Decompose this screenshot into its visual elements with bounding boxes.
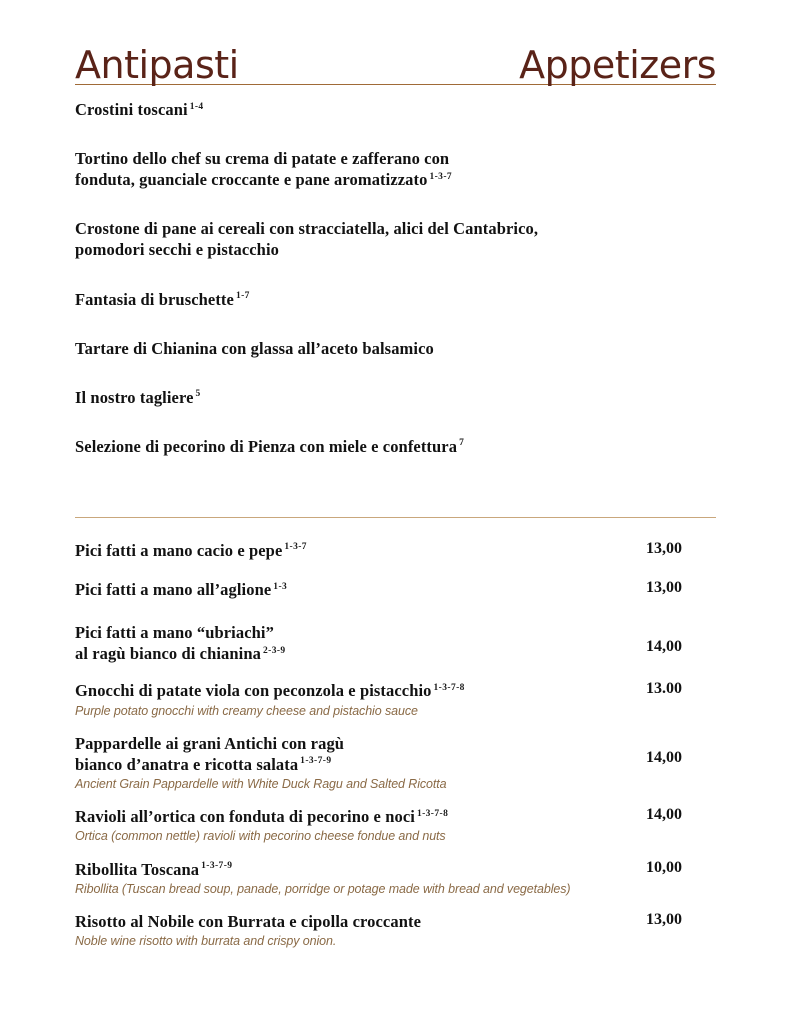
dish-name <box>75 387 716 408</box>
dish-name <box>75 733 446 775</box>
allergen-codes: 7 <box>459 438 465 449</box>
table-row <box>75 859 716 897</box>
dish-price: 13,00 <box>646 539 682 557</box>
allergen-codes: 1-7 <box>235 291 250 302</box>
dish-line-text: bianco d’anatra e ricotta salata <box>75 754 299 774</box>
dish-line: Ravioli all’ortica con fonduta di pecorino e noci <box>75 807 415 827</box>
allergen-codes: 1-4 <box>189 101 204 112</box>
dish-name <box>75 859 570 880</box>
dish-line: Pappardelle ai grani Antichi con ragù <box>75 733 345 753</box>
allergen-codes: 5 <box>195 389 201 400</box>
dish-line: Tartare di Chianina con glassa all’aceto balsamico <box>75 338 434 358</box>
section-divider <box>75 517 716 518</box>
table-row <box>75 680 716 718</box>
dish-line-text: al ragù bianco di chianina <box>75 644 261 664</box>
dish-line: Fantasia di bruschette <box>75 289 234 309</box>
dish-price: 14,00 <box>646 806 682 824</box>
dish-text <box>75 911 421 949</box>
dish-text <box>75 622 286 664</box>
dish-line: Tortino dello chef su crema di patate e zafferano con <box>75 149 450 169</box>
table-row <box>75 579 716 600</box>
antipasti-list <box>75 99 716 457</box>
dish-line: pomodori secchi e pistacchio <box>75 240 279 260</box>
dish-line <box>75 169 716 190</box>
dish-name <box>75 289 716 310</box>
dish-price: 13.00 <box>646 680 682 698</box>
dish-name <box>75 806 448 827</box>
dish-name <box>75 680 465 701</box>
dish-name <box>75 338 716 359</box>
section-header-antipasti <box>75 0 716 85</box>
dish-line: Pici fatti a mano “ubriachi” <box>75 623 274 643</box>
allergen-codes: 1-3-7 <box>429 171 453 182</box>
table-row <box>75 806 716 844</box>
dish-price: 14,00 <box>646 638 682 656</box>
dish-line: Gnocchi di patate viola con peconzola e pistacchio <box>75 681 432 701</box>
dish-text <box>75 579 287 600</box>
dish-text <box>75 540 307 561</box>
table-row <box>75 622 716 664</box>
dish-line: Ribollita Toscana <box>75 859 200 879</box>
dish-line: Pici fatti a mano all’aglione <box>75 580 272 600</box>
dish-translation: Ortica (common nettle) ravioli with pecorino cheese fondue and nuts <box>75 829 446 844</box>
dish-line: Il nostro tagliere <box>75 387 194 407</box>
page-title-italian: Antipasti <box>75 43 239 87</box>
list-item <box>75 148 716 190</box>
dish-name <box>75 218 716 260</box>
dish-translation: Ancient Grain Pappardelle with White Duck Ragu and Salted Ricotta <box>75 777 447 791</box>
allergen-codes: 1-3-7-8 <box>433 682 465 693</box>
dish-name <box>75 148 716 190</box>
dish-line: Risotto al Nobile con Burrata e cipolla croccante <box>75 911 421 931</box>
dish-name <box>75 540 307 561</box>
allergen-codes: 1-3-7-9 <box>201 861 233 872</box>
dish-line <box>75 754 446 775</box>
dish-line: Crostini toscani <box>75 100 188 119</box>
dish-price: 14,00 <box>646 748 682 766</box>
allergen-codes: 2-3-9 <box>262 645 286 656</box>
dish-name <box>75 579 287 600</box>
dish-line: Crostone di pane ai cereali con stracciatella, alici del Cantabrico, <box>75 219 539 239</box>
dish-line: Pici fatti a mano cacio e pepe <box>75 540 283 560</box>
list-item <box>75 289 716 310</box>
dish-name <box>75 911 421 932</box>
dish-translation: Purple potato gnocchi with creamy cheese and pistachio sauce <box>75 703 418 718</box>
list-item <box>75 218 716 260</box>
allergen-codes: 1-3-7 <box>284 542 307 553</box>
allergen-codes: 1-3 <box>273 581 288 592</box>
dish-translation: Noble wine risotto with burrata and crispy onion. <box>75 934 337 949</box>
table-row <box>75 911 716 949</box>
dish-text <box>75 680 465 718</box>
primi-list <box>75 540 716 949</box>
dish-translation: Ribollita (Tuscan bread soup, panade, porridge or potage made with bread and vegetables) <box>75 881 571 896</box>
allergen-codes: 1-3-7-8 <box>416 808 449 819</box>
dish-text <box>75 733 446 792</box>
dish-line: Selezione di pecorino di Pienza con miele e confettura <box>75 436 458 456</box>
dish-line <box>75 643 286 664</box>
page-title-english: Appetizers <box>519 43 716 87</box>
dish-price: 13,00 <box>646 910 682 928</box>
dish-name <box>75 436 716 457</box>
list-item <box>75 387 716 408</box>
dish-text <box>75 806 448 844</box>
allergen-codes: 1-3-7-9 <box>300 756 332 767</box>
dish-name <box>75 99 716 120</box>
list-item <box>75 338 716 359</box>
table-row <box>75 540 716 561</box>
list-item <box>75 99 716 120</box>
list-item <box>75 436 716 457</box>
dish-name <box>75 622 286 664</box>
dish-price: 10,00 <box>646 858 682 876</box>
dish-price: 13,00 <box>646 579 682 597</box>
dish-text <box>75 859 570 897</box>
table-row <box>75 733 716 792</box>
dish-line-text: fonduta, guanciale croccante e pane aromatizzato <box>75 170 428 190</box>
